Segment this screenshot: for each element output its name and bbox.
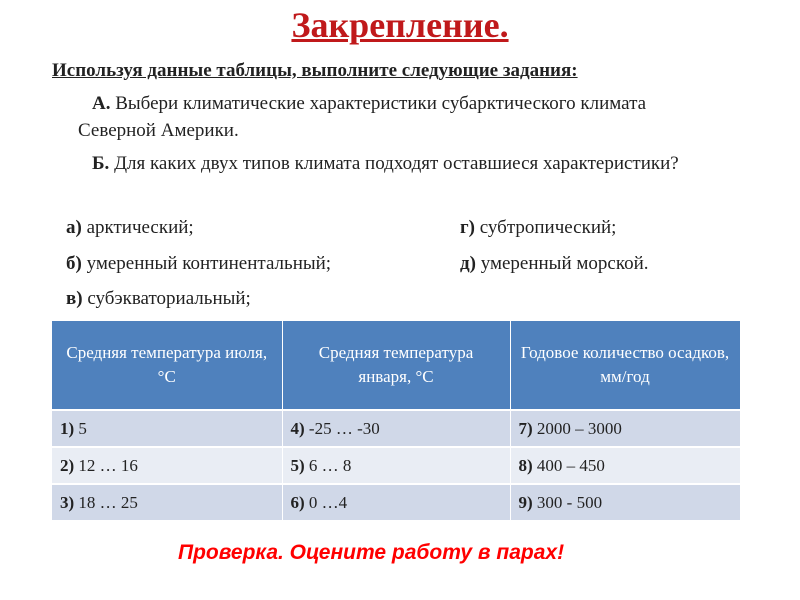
table-header-row [52,321,740,410]
climate-data-table [52,321,741,520]
option-letter: в) [66,288,83,309]
option-d [460,252,649,276]
cell-number: 2) [60,455,75,475]
cell-number: 4) [290,418,305,438]
column-header: Средняя температура июля, °С [52,321,282,410]
table-cell [510,410,740,447]
option-b [66,252,331,276]
table-cell [510,484,740,520]
option-g [460,216,616,240]
task-a-label: А. [92,93,111,114]
table-cell [510,447,740,484]
option-text: умеренный морской. [480,253,649,274]
option-text: субтропический; [479,217,617,238]
task-b-label: Б. [92,153,110,174]
column-header: Годовое количество осадков, мм/год [510,321,740,410]
option-letter: д) [460,253,476,274]
cell-value: -25 … -30 [308,418,380,438]
slide-title: Закрепление. [291,5,509,45]
column-header: Средняя температура января, °С [282,321,510,410]
cell-number: 7) [518,418,533,438]
cell-number: 9) [518,492,533,512]
option-v [66,287,251,311]
table-cell [282,447,510,484]
table-cell [282,484,510,520]
task-b [78,150,718,177]
peer-check-note: Проверка. Оцените работу в парах! [178,541,565,564]
cell-number: 5) [290,455,305,475]
task-b-text: Для каких двух типов климата подходят оставшиеся характеристики? [114,153,679,174]
table-cell [52,484,282,520]
table-row [52,410,740,447]
option-a [66,216,194,240]
cell-value: 18 … 25 [78,492,138,512]
cell-value: 5 [78,418,87,438]
instructions-heading: Используя данные таблицы, выполните следующие задания: [52,60,578,81]
option-text: арктический; [86,217,194,238]
task-a [78,90,718,144]
cell-value: 400 – 450 [536,455,605,475]
cell-value: 0 …4 [308,492,348,512]
table-cell [52,447,282,484]
cell-value: 12 … 16 [78,455,138,475]
task-a-text: Выбери климатические характеристики субарктического климата Северной Америки. [78,93,647,141]
cell-number: 3) [60,492,75,512]
cell-number: 1) [60,418,75,438]
cell-value: 6 … 8 [308,455,352,475]
option-text: субэкваториальный; [87,288,251,309]
cell-value: 2000 – 3000 [536,418,622,438]
cell-value: 300 - 500 [536,492,603,512]
option-text: умеренный континентальный; [86,253,332,274]
table-row [52,484,740,520]
option-letter: б) [66,253,82,274]
option-letter: г) [460,217,475,238]
cell-number: 8) [518,455,533,475]
table-cell [282,410,510,447]
table-cell [52,410,282,447]
cell-number: 6) [290,492,305,512]
table-row [52,447,740,484]
option-letter: а) [66,217,82,238]
